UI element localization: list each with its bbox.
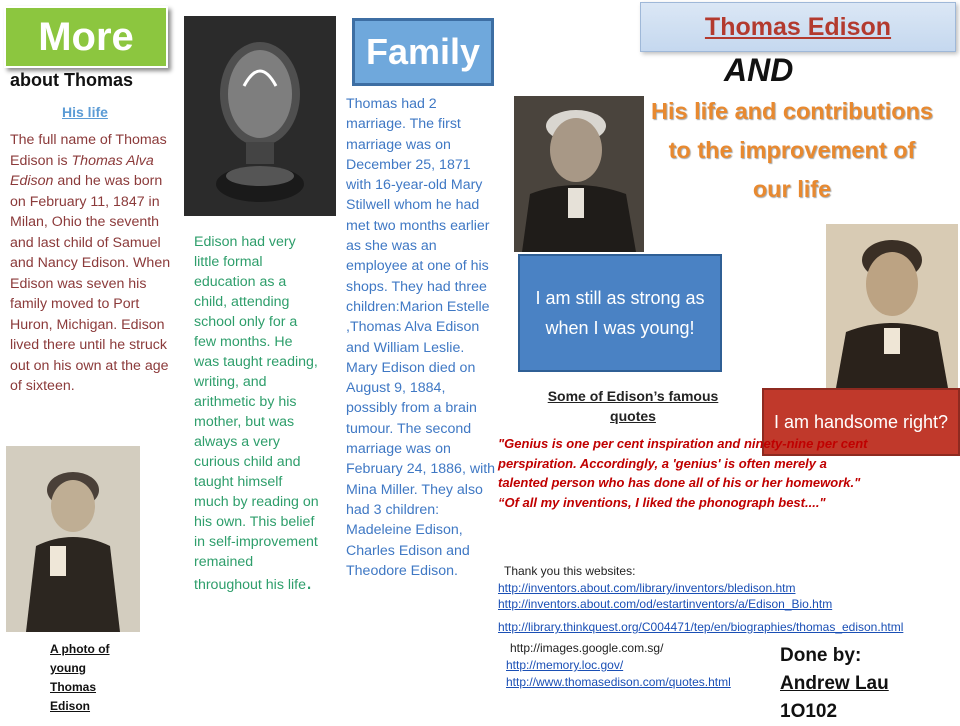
quote-genius: "Genius is one per cent inspiration and ninety-nine per cent perspiration. Accordingly, a 'genius' is often merely a talented person who has done all of his or her homework." <box>498 436 868 490</box>
education-period: . <box>306 569 313 594</box>
education-text <box>194 232 320 595</box>
source-link-edison-bio[interactable]: http://inventors.about.com/od/estartinventors/a/Edison_Bio.htm <box>498 597 833 611</box>
biography-text <box>10 130 178 397</box>
quote-phonograph: “Of all my inventions, I liked the phonograph best...." <box>498 494 826 510</box>
strong-callout-text: I am still as strong as when I was young! <box>535 288 705 338</box>
light-bulb-photo <box>184 16 336 216</box>
family-label: Family <box>365 31 481 72</box>
quotes-block <box>498 434 878 512</box>
bio-full-name: Thomas Alva Edison <box>10 152 154 189</box>
young-man-edison-photo <box>826 224 958 388</box>
bio-part-2: and he was born on February 11, 1847 in Milan, Ohio the seventh and last child of Samuel and Nancy Edison. When Edison was seven his family moved to Port Huron, Michigan. Edison lived there until he struck out on his own at the age of sixteen. <box>10 173 171 394</box>
his-life-link[interactable]: His life <box>62 104 108 120</box>
quotes-heading: Some of Edison’s famous quotes <box>547 388 719 424</box>
education-body: Edison had very little formal education as a child, attending school only for a few months. He was taught reading, writing, and arithmetic by his mother, but was always a very curious child and taught himself much by reading on his own. This belief in self-improvement remained throughout his life <box>194 234 319 593</box>
done-by-label: Done by: <box>780 645 862 666</box>
title-box <box>640 2 956 52</box>
older-edison-photo <box>514 96 644 252</box>
bio-part-1: The full name of Thomas Edison is <box>10 132 167 169</box>
class-code: 1O102 <box>780 701 838 722</box>
credits <box>780 642 889 726</box>
subtitle: His life and contributions to the improvement of our life <box>650 98 933 202</box>
source-link-loc[interactable]: http://memory.loc.gov/ <box>506 658 624 672</box>
author-name: Andrew Lau <box>780 673 889 694</box>
young-photo-caption: A photo of young Thomas Edison <box>50 642 110 713</box>
source-link-thomasedison-quotes[interactable]: http://www.thomasedison.com/quotes.html <box>506 675 731 689</box>
family-text: Thomas had 2 marriage. The first marriage was on December 25, 1871 with 16-year-old Mary Stilwell whom he had met two months earlier as she was an employee at one of his shops. They had three children:Marion Estelle ,Thomas Alva Edison and William Leslie. Mary Edison died on August 9, 1884, possibly from a brain tumour. The second marriage was on February 24, 1886, with Mina Miller. They also had 3 children: Madeleine Edison, Charles Edison and Theodore Edison. <box>346 96 496 579</box>
thanks-text: Thank you this websites: <box>504 564 636 578</box>
source-text-google-images: http://images.google.com.sg/ <box>510 641 664 655</box>
about-thomas-heading: about Thomas <box>10 70 134 90</box>
handsome-callout-text: I am handsome right? <box>773 411 949 432</box>
young-edison-photo <box>6 446 140 632</box>
more-heading-box <box>4 6 168 68</box>
source-link-bledison[interactable]: http://inventors.about.com/library/inventors/bledison.htm <box>498 581 796 595</box>
family-heading-box <box>352 18 494 86</box>
and-text: AND <box>724 52 794 88</box>
page-title: Thomas Edison <box>704 12 892 41</box>
source-link-thinkquest[interactable]: http://library.thinkquest.org/C004471/tep/en/biographies/thomas_edison.html <box>498 620 904 634</box>
strong-callout <box>518 254 722 372</box>
more-label: More <box>38 14 134 59</box>
